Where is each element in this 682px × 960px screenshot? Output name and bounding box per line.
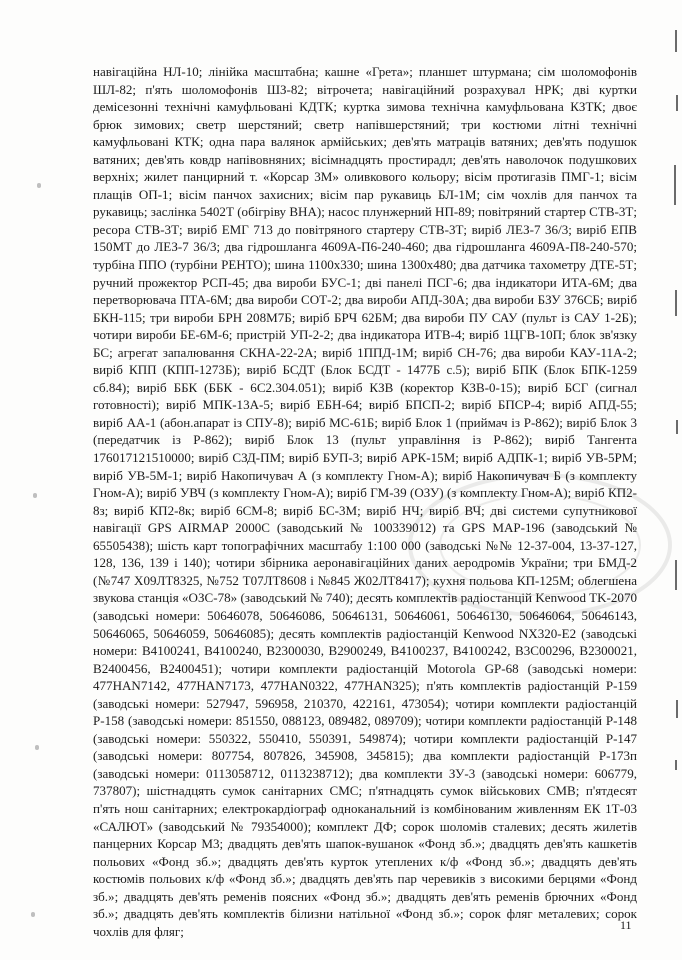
scan-edge-mark	[675, 760, 677, 770]
margin-punch-mark	[35, 745, 39, 750]
scan-edge-mark	[676, 700, 678, 718]
scan-edge-mark	[676, 420, 678, 434]
scan-edge-mark	[674, 165, 676, 205]
scan-edge-mark	[675, 560, 677, 590]
page-number: 11	[620, 918, 632, 932]
scan-edge-mark	[675, 290, 677, 316]
margin-punch-mark	[31, 912, 35, 917]
margin-punch-mark	[33, 493, 37, 498]
scan-edge-mark	[675, 30, 677, 52]
document-body-text: навігаційна НЛ-10; лінійка масштабна; кашне «Грета»; планшет штурмана; сім шоломофонів ШЛ-82; п'ять шоломофонів ШЗ-82; вітрочета; навігаційний розрахувал НРК; дві куртки демісезонні технічні камуфльовані КДТК; куртка зимова технічна камуфльована КЗТК; двоє брюк зимових; светр шерстяний; светр напівшерстяний; три костюми літні технічні камуфльовані КТК; одна пара валянок армійських; дев'ять матраців ватяних; дев'ять подушок ватяних; дев'ять ковдр напівовняних; вісімнадцять простирадл; дев'ять наволочок подушкових верхніх; жилет панцирний т. «Корсар 3М» оливкового кольору; вісім протигазів ПМГ-1; вісім плащів ОП-1; вісім панчох захисних; вісім пар рукавиць БЛ-1М; сім чохлів для панчох та рукавиць; заслінка 5402Т (обігріву ВНА); насос плунжерний НП-89; повітряний стартер СТВ-3Т; ресора СТВ-3Т; виріб ЕМГ 713 до повітряного стартеру СТВ-3Т; виріб ЛЕЗ-7 36/3; виріб ЕПВ 150МТ до ЛЕЗ-7 36/3; два гідрошланга 4609А-П6-240-460; два гідрошланга 4609А-П8-240-570; турбіна ППО (турбіни РЕНТО); шина 1100х330; шина 1300х480; два датчика тахометру ДТЕ-5Т; ручний прожектор РСП-45; два вироби БУС-1; дві панелі ПСГ-6; два індикатори ИТА-6М; два перетворювача ПТА-6М; два вироби СОТ-2; два вироби АПД-30А; два вироби БЗУ 376СБ; виріб БКН-115; три вироби БРН 208М7Б; виріб БРЧ 62БМ; два вироби ПУ САУ (пульт із САУ 1-2Б); чотири вироби БЕ-6М-6; пристрій УП-2-2; два індикатора ИТВ-4; виріб 1ЦГВ-10П; блок зв'язку БС; агрегат запалювання СКНА-22-2А; виріб 1ППД-1М; виріб СН-76; два вироби КАУ-11А-2; виріб КПП (КПП-1273Б); виріб БСДТ (Блок БСДТ - 1477Б с.5); виріб БПК (Блок БПК-1259 сб.84); виріб ББК (ББК - 6С2.304.051); виріб КЗВ (коректор КЗВ-0-15); виріб БСГ (сигнал готовності); виріб МПК-13А-5; виріб ЕБН-64; виріб БПСП-2; виріб БПСР-4; виріб АПД-55; виріб АА-1 (абон.апарат із СПУ-8); виріб МС-61Б; виріб Блок 1 (приймач із Р-862); виріб Блок 3 (передатчик із Р-862); виріб Блок 13 (пульт управління із Р-862); виріб Тангента 176017121510000; виріб СЗД-ПМ; виріб БУП-3; виріб АРК-15М; виріб АДПК-1; виріб УВ-5РМ; виріб УВ-5М-1; виріб Накопичувач А (з комплекту Гном-А); виріб Накопичувач Б (з комплекту Гном-А); виріб УВЧ (з комплекту Гном-А); виріб ГМ-39 (ОЗУ) (з комплекту Гном-А); виріб КП2-8з; виріб КП2-8к; виріб 6СМ-8; виріб БС-3М; виріб НЧ; виріб ВЧ; дві системи супутникової навігації GPS AIRMAP 2000С (заводський № 100339012) та GPS MAP-196 (заводський № 65505438); шість карт топографічних масштабу 1:100 000 (заводські №№ 12-37-004, 13-37-127, 128, 136, 139 і 140); чотири збірника аеронавігаційних даних аеродромів України; три БМД-2 (№747 Х09ЛТ8325, №752 Т07ЛТ8608 і №845 Ж02ЛТ8417); кухня польова КП-125М; облегшена звукова станція «ОЗС-78» (заводський № 740); десять комплектів радіостанцій Kenwood TK-2070 (заводські номери: 50646078, 50646086, 50646131, 50646061, 50646130, 50646064, 50646143, 50646065, 50646059, 50646085); десять комплектів радіостанцій Kenwood NX320-E2 (заводські номери: В4100241, В4100240, В2300030, В2900249, В4100237, В4100242, В3С00296, В2300021, В2400456, В2400451); чотири комплекти радіостанцій Motorola GP-68 (заводські номери: 477HAN7142, 477HAN7173, 477HAN0322, 477HAN325); п'ять комплектів радіостанцій Р-159 (заводські номери: 527947, 596958, 210370, 422161, 473054); чотири комплекти радіостанцій Р-158 (заводські номери: 851550, 088123, 089482, 089709); чотири комплекти радіостанцій Р-148 (заводські номери: 550322, 550410, 550391, 549874); чотири комплекти радіостанцій Р-147 (заводські номери: 807754, 807826, 345908, 345815); два комплекти радіостанцій Р-173п (заводські номери: 0113058712, 0113238712); два комплекти ЗУ-3 (заводські номери: 606779, 737807); шістнадцять сумок санітарних СМС; п'ятнадцять сумок військових СМВ; п'ятдесят п'ять нош санітарних; електрокардіограф одноканальний із комбінованим живленням ЕК 1Т-03 «САЛЮТ» (заводський № 79354000); комплект ДФ; сорок шоломів сталевих; десять жилетів панцерних Корсар М3; двадцять дев'ять шапок-вушанок «Фонд зб.»; двадцять дев'ять кашкетів польових «Фонд зб.»; двадцять дев'ять курток утеплених к/ф «Фонд зб.»; двадцять дев'ять костюмів польових к/ф «Фонд зб.»; двадцять дев'ять пар черевиків з високими берцями «Фонд зб.»; двадцять дев'ять ременів поясних «Фонд зб.»; двадцять дев'ять ременів брючних «Фонд зб.»; двадцять дев'ять комплектів білизни натільної «Фонд зб.»; сорок фляг металевих; сорок чохлів для фляг;	[93, 64, 637, 939]
scan-edge-mark	[676, 95, 678, 111]
margin-punch-mark	[37, 183, 41, 188]
